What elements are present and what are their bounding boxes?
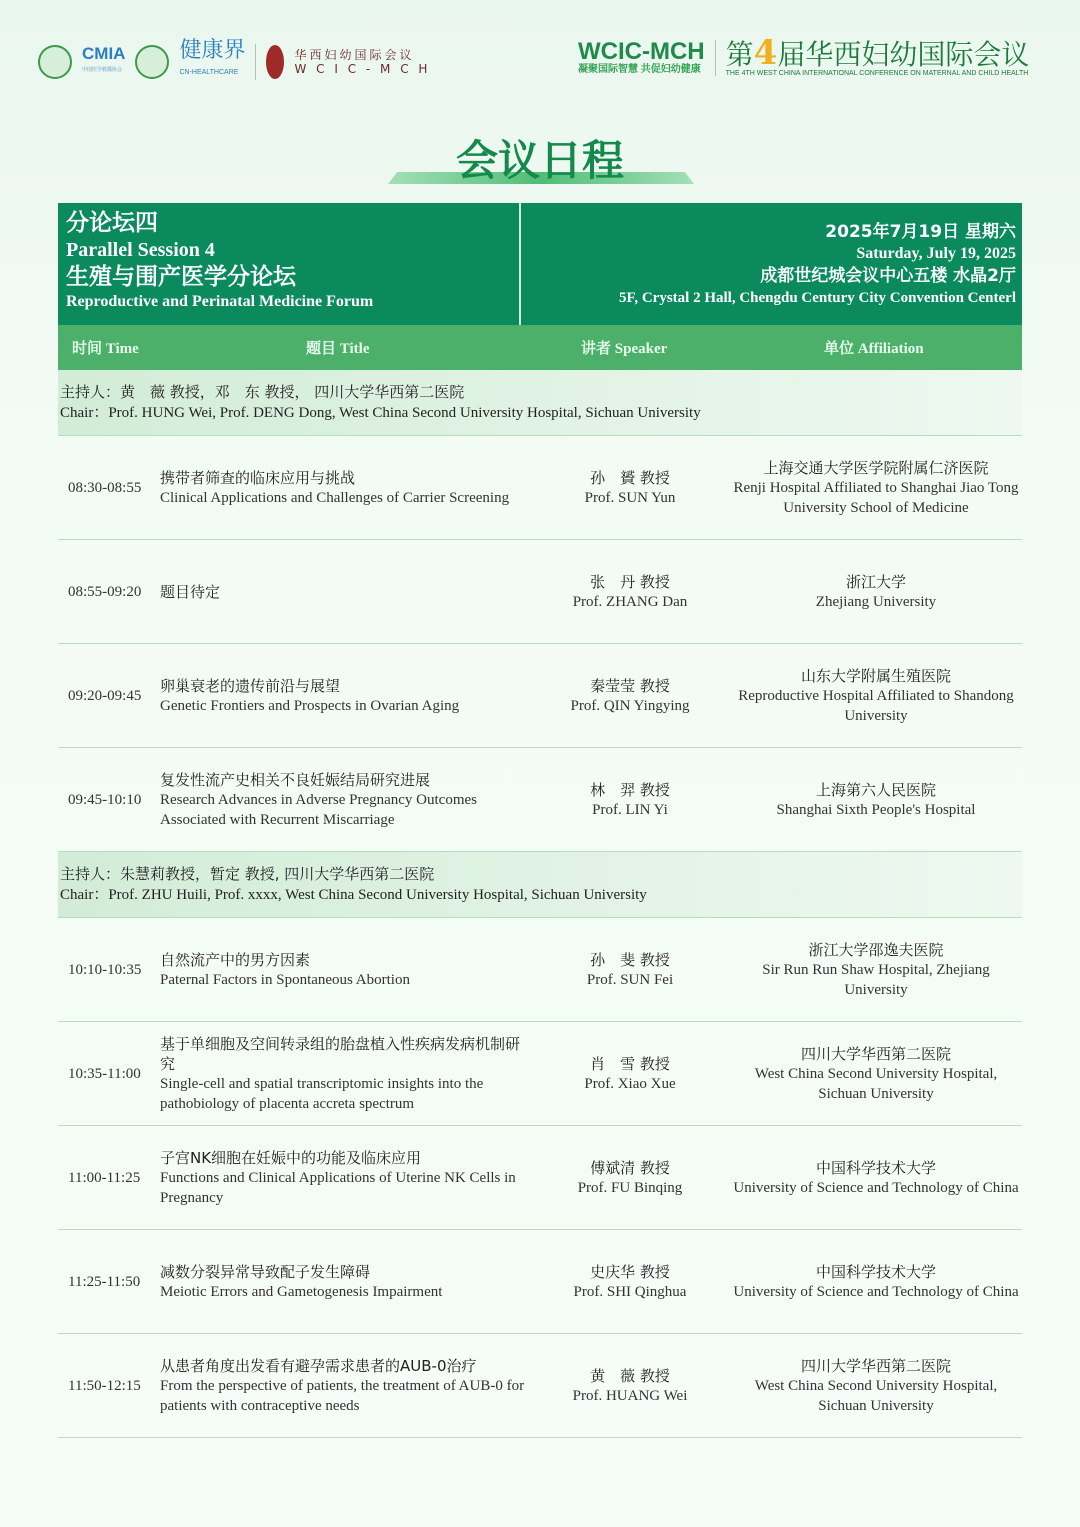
forum-en: Reproductive and Perinatal Medicine Forum [66,293,374,310]
time-cell: 10:35-11:00 [68,1065,141,1082]
divider [715,40,716,76]
affiliation-en: Shanghai Sixth People's Hospital [776,801,976,818]
affiliation-cell [730,940,1022,1000]
affiliation-cell [730,458,1022,518]
wcic-mch-logo: WCIC-MCH 凝聚国际智慧 共促妇幼健康 [578,37,705,75]
time-cell: 09:45-10:10 [68,791,142,808]
title-cn: 自然流产中的男方因素 [160,950,311,969]
chair-cn: 主持人：朱慧莉教授，暂定 教授, 四川大学华西第二医院 [60,865,435,883]
conference-banner [578,33,1030,77]
association-seal-logo [38,45,72,79]
col-speaker: 讲者 Speaker [581,339,668,357]
title-cn: 卵巢衰老的遗传前沿与展望 [160,676,341,695]
time-cell: 08:30-08:55 [68,479,142,496]
speaker-cn: 张 丹 教授 [590,572,670,591]
speaker-cn: 林 羿 教授 [590,780,670,799]
affiliation-en: University of Science and Technology of China [733,1179,1019,1196]
time-cell: 10:10-10:35 [68,961,142,978]
title-en: Clinical Applications and Challenges of Carrier Screening [160,489,510,506]
table-row [58,918,1022,1022]
speaker-cell [530,1054,730,1094]
title-cn: 基于单细胞及空间转录组的胎盘植入性疾病发病机制研究 [160,1034,521,1073]
speaker-en: Prof. Xiao Xue [584,1075,676,1092]
chair-en: Chair：Prof. ZHU Huili, Prof. xxxx, West China Second University Hospital, Sichuan University [60,887,647,903]
affiliation-cell [730,666,1022,726]
title-en: Functions and Clinical Applications of Uterine NK Cells in Pregnancy [160,1169,516,1206]
title-cell [160,1034,530,1114]
col-affiliation: 单位 Affiliation [824,339,924,357]
cn-healthcare-logo: 健康界 CN-HEALTHCARE [179,38,246,76]
speaker-cell [530,468,730,508]
forum-cn: 生殖与围产医学分论坛 [66,264,296,290]
affiliation-cell [730,572,1022,612]
time-cell: 08:55-09:20 [68,583,142,600]
session-header [58,203,1022,325]
table-row [58,1022,1022,1126]
affiliation-cn: 浙江大学 [845,572,906,591]
speaker-en: Prof. FU Binqing [577,1179,683,1196]
speaker-cn: 孙 贇 教授 [590,468,670,487]
affiliation-cn: 中国科学技术大学 [815,1262,936,1281]
title-cn: 携带者筛查的临床应用与挑战 [160,468,356,487]
date-en: Saturday, July 19, 2025 [856,245,1016,262]
title-cell [160,1356,530,1416]
title-cell [160,582,530,602]
time-cell: 11:50-12:15 [68,1377,141,1394]
affiliation-en: Sir Run Run Shaw Hospital, Zhejiang University [762,961,990,998]
title-en: Research Advances in Adverse Pregnancy Outcomes Associated with Recurrent Miscarriage [160,791,477,828]
schedule-table [58,203,1022,1438]
page-title: 会议日程 [455,136,624,185]
chair-row [58,852,1022,918]
chair-cn: 主持人：黄 薇 教授，邓 东 教授， 四川大学华西第二医院 [60,383,465,401]
affiliation-cn: 浙江大学邵逸夫医院 [808,940,944,959]
speaker-cn: 肖 雪 教授 [590,1054,670,1073]
speaker-cn: 黄 薇 教授 [590,1366,670,1385]
speaker-cell [530,780,730,820]
table-row [58,436,1022,540]
speaker-cell [530,950,730,990]
table-row [58,644,1022,748]
speaker-en: Prof. SUN Yun [584,489,676,506]
time-cell: 09:20-09:45 [68,687,142,704]
speaker-en: Prof. SHI Qinghua [573,1283,687,1300]
wcic-logo: 华西妇幼国际会议 W C I C - M C H [294,48,431,76]
affiliation-cell [730,1356,1022,1416]
table-row [58,1126,1022,1230]
title-cell [160,676,530,716]
speaker-cell [530,572,730,612]
column-headers [58,325,1022,370]
divider [255,44,256,80]
title-cell [160,1148,530,1208]
time-cell: 11:00-11:25 [68,1169,141,1186]
affiliation-en: Reproductive Hospital Affiliated to Shandong University [738,687,1014,724]
speaker-cell [530,1158,730,1198]
title-en: From the perspective of patients, the treatment of AUB-0 for patients with contraceptive needs [160,1377,525,1414]
affiliation-cn: 四川大学华西第二医院 [800,1356,951,1375]
affiliation-cn: 上海第六人民医院 [815,780,936,799]
title-cn: 减数分裂异常导致配子发生障碍 [160,1262,371,1281]
venue-en: 5F, Crystal 2 Hall, Chengdu Century City Convention Centerl [619,290,1016,306]
speaker-en: Prof. QIN Yingying [570,697,690,714]
speaker-en: Prof. ZHANG Dan [572,593,688,610]
title-en: Genetic Frontiers and Prospects in Ovarian Aging [160,697,460,714]
title-cell [160,468,530,508]
session-en: Parallel Session 4 [66,239,215,261]
affiliation-cn: 中国科学技术大学 [815,1158,936,1177]
speaker-en: Prof. LIN Yi [592,801,668,818]
affiliation-en: Renji Hospital Affiliated to Shanghai Jiao Tong University School of Medicine [733,479,1019,516]
affiliation-cell [730,1262,1022,1302]
title-en: Paternal Factors in Spontaneous Abortion [160,971,410,988]
chair-en: Chair：Prof. HUNG Wei, Prof. DENG Dong, West China Second University Hospital, Sichuan University [60,405,701,421]
col-title: 题目 Title [306,339,370,357]
health-org-logo [135,45,169,79]
title-cell [160,1262,530,1302]
chair-row [58,370,1022,436]
speaker-en: Prof. SUN Fei [586,971,674,988]
title-cn: 子宫NK细胞在妊娠中的功能及临床应用 [160,1148,422,1167]
sponsor-logos [38,40,430,84]
speaker-cn: 孙 斐 教授 [590,950,670,969]
table-row [58,748,1022,852]
col-time: 时间 Time [72,339,139,357]
affiliation-en: Zhejiang University [815,593,937,610]
title-cell [160,950,530,990]
speaker-cell [530,1366,730,1406]
conference-name: 第4届华西妇幼国际会议 [725,33,1030,73]
affiliation-cell [730,1158,1022,1198]
session-cn: 分论坛四 [66,210,158,236]
speaker-cell [530,1262,730,1302]
affiliation-cn: 山东大学附属生殖医院 [800,666,951,685]
speaker-cn: 秦莹莹 教授 [590,676,670,695]
speaker-en: Prof. HUANG Wei [572,1387,688,1404]
time-cell: 11:25-11:50 [68,1273,141,1290]
affiliation-cell [730,1044,1022,1104]
title-cn: 题目待定 [160,582,221,601]
affiliation-en: University of Science and Technology of China [733,1283,1019,1300]
wcic-seal-logo [266,45,284,79]
conference-name-en: THE 4TH WEST CHINA INTERNATIONAL CONFERENCE ON MATERNAL AND CHILD HEALTH [725,70,1029,77]
title-en: Single-cell and spatial transcriptomic insights into the pathobiology of placenta accreta spectrum [160,1075,484,1112]
speaker-cn: 傅斌清 教授 [590,1158,670,1177]
date-cn: 2025年7月19日 星期六 [825,222,1016,242]
table-row [58,1230,1022,1334]
cmia-logo: CMIA 中国医学救援协会 [82,44,126,73]
affiliation-en: West China Second University Hospital, Sichuan University [754,1065,998,1102]
table-row [58,540,1022,644]
affiliation-cn: 上海交通大学医学院附属仁济医院 [763,458,989,477]
speaker-cn: 史庆华 教授 [590,1262,670,1281]
title-cn: 复发性流产史相关不良妊娠结局研究进展 [160,770,431,789]
title-cn: 从患者角度出发看有避孕需求患者的AUB-0治疗 [160,1356,477,1375]
speaker-cell [530,676,730,716]
affiliation-cn: 四川大学华西第二医院 [800,1044,951,1063]
venue-cn: 成都世纪城会议中心五楼 水晶2厅 [760,266,1016,286]
title-cell [160,770,530,830]
table-row [58,1334,1022,1438]
affiliation-cell [730,780,1022,820]
title-en: Meiotic Errors and Gametogenesis Impairment [160,1283,443,1300]
affiliation-en: West China Second University Hospital, Sichuan University [754,1377,998,1414]
